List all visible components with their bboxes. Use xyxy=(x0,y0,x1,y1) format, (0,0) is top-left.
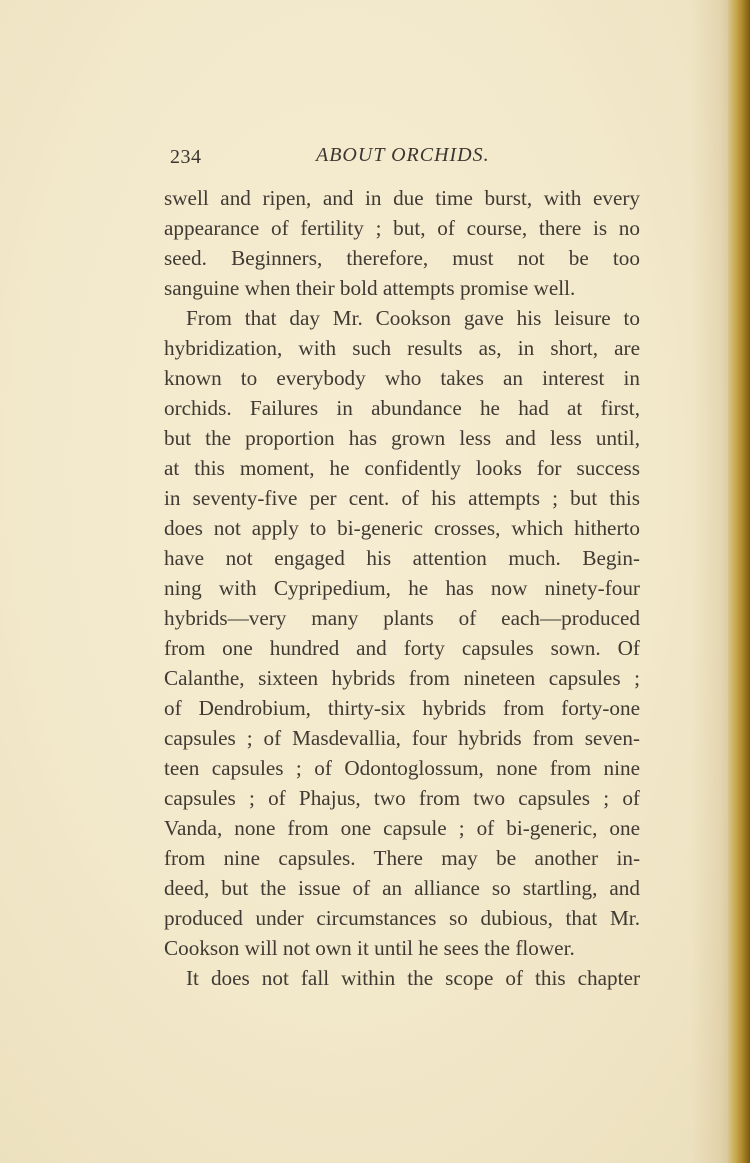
text-line: sanguine when their bold attempts promise well. xyxy=(164,276,576,300)
text-line: capsules ; of Masdevallia, four hybrids from seven- xyxy=(164,726,640,750)
text-line: hybrids—very many plants of each—produced xyxy=(164,606,640,630)
running-title: ABOUT ORCHIDS. xyxy=(316,144,490,166)
text-line: swell and ripen, and in due time burst, with every xyxy=(164,186,640,210)
text-line: produced under circumstances so dubious, that Mr. xyxy=(164,906,640,930)
text-line: from nine capsules. There may be another in- xyxy=(164,846,640,870)
text-line: teen capsules ; of Odontoglossum, none from nine xyxy=(164,756,640,780)
text-line: appearance of fertility ; but, of course, there is no xyxy=(164,216,640,240)
text-line: orchids. Failures in abundance he had at first, xyxy=(164,396,640,420)
text-line: have not engaged his attention much. Begin- xyxy=(164,546,640,570)
text-line: in seventy-five per cent. of his attempts ; but this xyxy=(164,486,640,510)
text-line: From that day Mr. Cookson gave his leisure to xyxy=(186,306,640,330)
text-line: Cookson will not own it until he sees the flower. xyxy=(164,936,575,960)
text-line: Vanda, none from one capsule ; of bi-generic, one xyxy=(164,816,640,840)
text-line: ning with Cypripedium, he has now ninety-four xyxy=(164,576,640,600)
text-line: known to everybody who takes an interest in xyxy=(164,366,640,390)
text-line: capsules ; of Phajus, two from two capsules ; of xyxy=(164,786,640,810)
text-line: It does not fall within the scope of this chapter xyxy=(186,966,640,990)
text-line: hybridization, with such results as, in short, are xyxy=(164,336,640,360)
text-line: Calanthe, sixteen hybrids from nineteen capsules ; xyxy=(164,666,640,690)
page-number: 234 xyxy=(170,146,202,168)
text-line: but the proportion has grown less and less until, xyxy=(164,426,640,450)
body-text xyxy=(164,183,640,993)
text-line: deed, but the issue of an alliance so startling, and xyxy=(164,876,640,900)
text-line: from one hundred and forty capsules sown. Of xyxy=(164,636,640,660)
text-line: of Dendrobium, thirty-six hybrids from forty-one xyxy=(164,696,640,720)
running-head xyxy=(166,142,638,170)
text-line: seed. Beginners, therefore, must not be too xyxy=(164,246,640,270)
text-line: does not apply to bi-generic crosses, which hitherto xyxy=(164,516,640,540)
text-line: at this moment, he confidently looks for success xyxy=(164,456,640,480)
page-edge xyxy=(728,0,750,1163)
